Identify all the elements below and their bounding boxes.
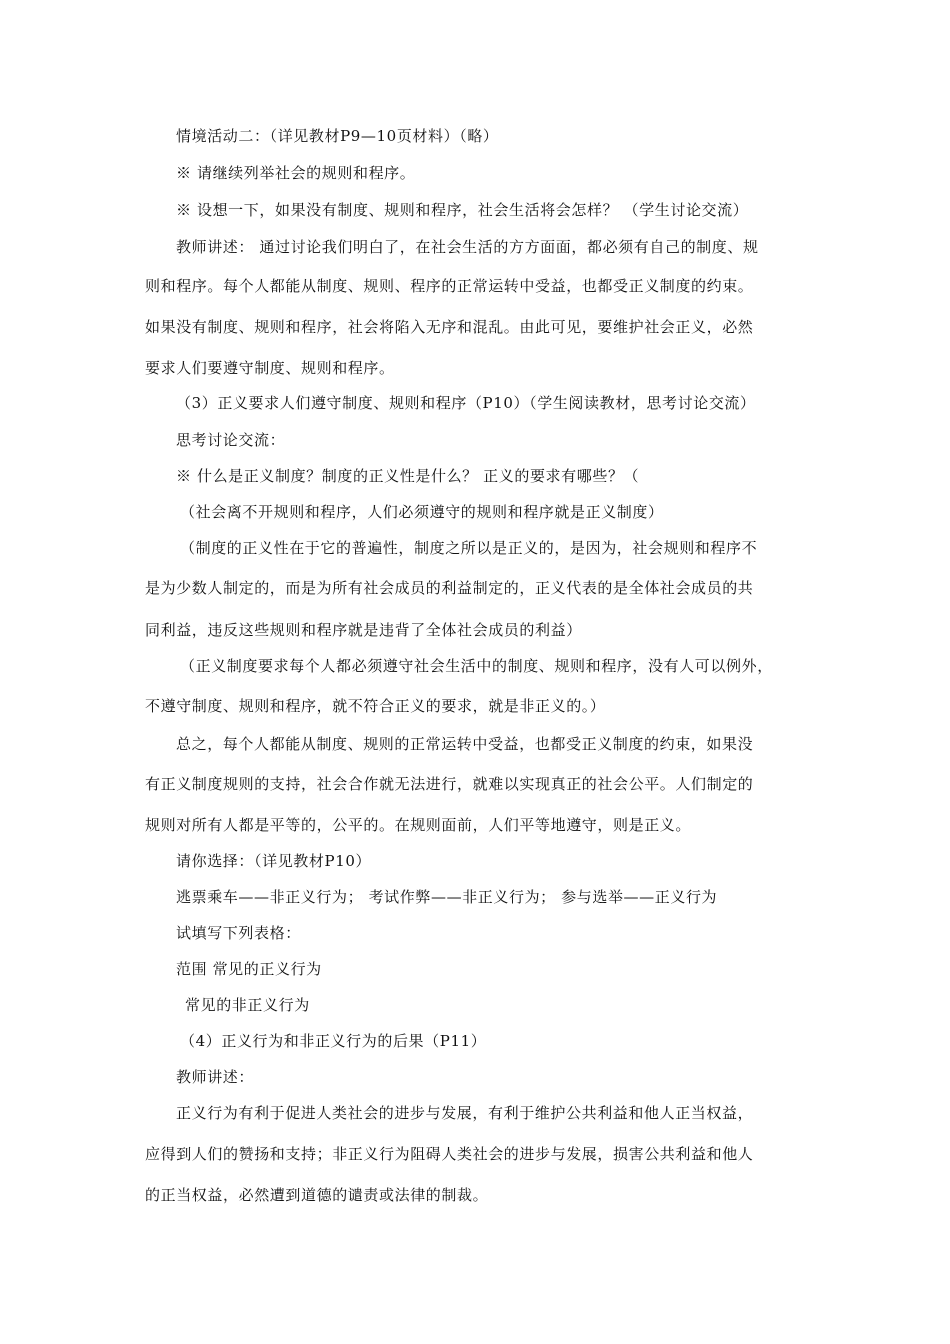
text-line: ※ 请继续列举社会的规则和程序。	[176, 164, 416, 182]
text-line: 有正义制度规则的支持，社会合作就无法进行，就难以实现真正的社会公平。人们制定的	[145, 775, 754, 793]
text-line: 要求人们要遵守制度、规则和程序。	[145, 359, 395, 377]
text-line: 逃票乘车——非正义行为； 考试作弊——非正义行为； 参与选举——正义行为	[176, 888, 718, 906]
text-line: 是为少数人制定的，而是为所有社会成员的利益制定的，正义代表的是全体社会成员的共	[145, 579, 754, 597]
text-line: 如果没有制度、规则和程序，社会将陷入无序和混乱。由此可见，要维护社会正义，必然	[145, 318, 754, 336]
text-line: （正义制度要求每个人都必须遵守社会生活中的制度、规则和程序，没有人可以例外，	[180, 657, 773, 675]
text-line: 同利益，违反这些规则和程序就是违背了全体社会成员的利益）	[145, 621, 582, 639]
text-line: 思考讨论交流：	[176, 431, 286, 449]
text-line: （制度的正义性在于它的普遍性，制度之所以是正义的，是因为，社会规则和程序不	[180, 539, 758, 557]
text-line: 规则对所有人都是平等的，公平的。在规则面前，人们平等地遵守，则是正义。	[145, 816, 692, 834]
text-line: 请你选择：（详见教材P10）	[176, 852, 372, 870]
text-line: 教师讲述：	[176, 1068, 255, 1086]
text-line: 情境活动二：（详见教材P9—10页材料）（略）	[176, 127, 499, 145]
text-line: 的正当权益，必然遭到道德的谴责或法律的制裁。	[145, 1186, 489, 1204]
text-line: 试填写下列表格：	[176, 924, 301, 942]
text-line: 则和程序。每个人都能从制度、规则、程序的正常运转中受益，也都受正义制度的约束。	[145, 277, 754, 295]
text-line: （社会离不开规则和程序，人们必须遵守的规则和程序就是正义制度）	[180, 503, 664, 521]
text-line: 范围 常见的正义行为	[176, 960, 322, 978]
text-line: （4）正义行为和非正义行为的后果（P11）	[180, 1032, 487, 1050]
text-line: 不遵守制度、规则和程序，就不符合正义的要求，就是非正义的。）	[145, 697, 606, 715]
text-line: 教师讲述： 通过讨论我们明白了，在社会生活的方方面面，都必须有自己的制度、规	[176, 238, 759, 256]
text-line: ※ 什么是正义制度？制度的正义性是什么？ 正义的要求有哪些？（	[176, 467, 640, 485]
text-line: 正义行为有利于促进人类社会的进步与发展，有利于维护公共利益和他人正当权益，	[176, 1104, 754, 1122]
text-line: 应得到人们的赞扬和支持；非正义行为阻碍人类社会的进步与发展，损害公共利益和他人	[145, 1145, 754, 1163]
text-line: 常见的非正义行为	[185, 996, 310, 1014]
text-line: ※ 设想一下，如果没有制度、规则和程序，社会生活将会怎样？ （学生讨论交流）	[176, 201, 749, 219]
text-line: 总之，每个人都能从制度、规则的正常运转中受益，也都受正义制度的约束，如果没	[176, 735, 754, 753]
text-line: （3）正义要求人们遵守制度、规则和程序（P10）（学生阅读教材，思考讨论交流）	[176, 394, 756, 412]
